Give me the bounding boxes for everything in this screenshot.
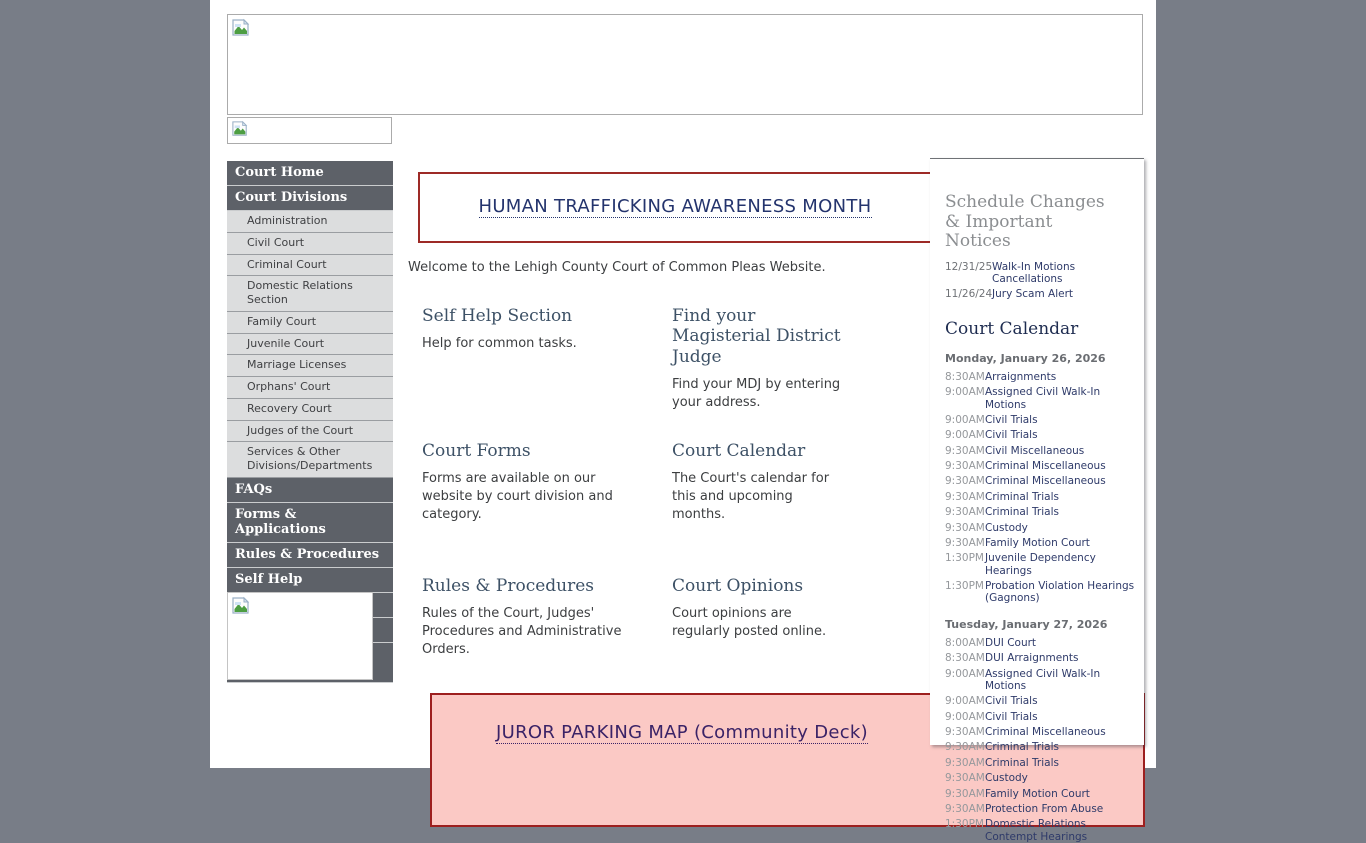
sidebar-item-rules-procedures[interactable]: Rules & Procedures xyxy=(227,543,393,568)
calendar-event-time: 9:30AM xyxy=(945,741,985,754)
notices-list xyxy=(945,261,1138,301)
calendar-event-time: 9:30AM xyxy=(945,475,985,488)
calendar-event-link[interactable]: Civil Trials xyxy=(985,710,1038,723)
calendar-event-link[interactable]: Criminal Trials xyxy=(985,490,1059,503)
calendar-event-row xyxy=(945,460,1138,472)
calendar-event-row xyxy=(945,772,1138,784)
calendar-event-row xyxy=(945,371,1138,383)
calendar-event-time: 9:30AM xyxy=(945,521,985,534)
calendar-event-link[interactable]: DUI Court xyxy=(985,636,1037,649)
notice-link[interactable]: Walk-In Motions Cancellations xyxy=(992,260,1076,286)
broken-image-icon xyxy=(232,121,248,137)
calendar-event-row xyxy=(945,695,1138,707)
sidebar-item-marriage-licenses[interactable]: Marriage Licenses xyxy=(227,355,393,377)
calendar-event-time: 9:30AM xyxy=(945,787,985,800)
calendar-event-time: 9:00AM xyxy=(945,667,985,680)
calendar-event-link[interactable]: Civil Trials xyxy=(985,429,1038,442)
sidebar-item-criminal-court[interactable]: Criminal Court xyxy=(227,255,393,277)
calendar-event-time: 9:00AM xyxy=(945,429,985,442)
calendar-event-row xyxy=(945,788,1138,800)
calendar-event-link[interactable]: Criminal Trials xyxy=(985,506,1059,519)
sidebar-item-family-court[interactable]: Family Court xyxy=(227,312,393,334)
section-title-link[interactable]: Rules & Procedures xyxy=(422,576,595,596)
section-desc: Forms are available on our website by court division and category. xyxy=(422,471,613,523)
juror-parking-link[interactable]: JUROR PARKING MAP (Community Deck) xyxy=(496,722,868,743)
sidebar-item-civil-court[interactable]: Civil Court xyxy=(227,233,393,255)
calendar-event-time: 9:30AM xyxy=(945,460,985,473)
calendar-event-row xyxy=(945,668,1138,693)
broken-image-icon xyxy=(232,19,250,37)
awareness-banner-link[interactable]: HUMAN TRAFFICKING AWARENESS MONTH xyxy=(478,196,872,217)
calendar-event-time: 9:00AM xyxy=(945,413,985,426)
section-card xyxy=(422,306,672,441)
calendar-event-link[interactable]: Assigned Civil Walk-In Motions xyxy=(985,667,1101,692)
awareness-banner-inner xyxy=(420,174,930,217)
notices-title: Schedule Changes & Important Notices xyxy=(945,192,1105,252)
section-title-link[interactable]: Court Calendar xyxy=(672,441,806,461)
sidebar-item-juvenile-court[interactable]: Juvenile Court xyxy=(227,334,393,356)
calendar-event-row xyxy=(945,711,1138,723)
section-title-link[interactable]: Court Opinions xyxy=(672,576,804,596)
calendar-event-link[interactable]: Criminal Miscellaneous xyxy=(985,726,1106,739)
right-panel xyxy=(930,158,1144,843)
section-desc: Rules of the Court, Judges' Procedures and Administrative Orders. xyxy=(422,606,622,658)
sidebar-item-recovery-court[interactable]: Recovery Court xyxy=(227,399,393,421)
section-card xyxy=(422,576,672,711)
sidebar-item-forms-applications[interactable]: Forms & Applications xyxy=(227,503,393,543)
calendar-event-link[interactable]: Family Motion Court xyxy=(985,787,1090,800)
calendar-event-time: 9:00AM xyxy=(945,386,985,399)
calendar-event-time: 1:30PM xyxy=(945,552,984,565)
calendar-day-header: Monday, January 26, 2026 xyxy=(945,351,1106,365)
calendar-event-link[interactable]: Civil Miscellaneous xyxy=(985,444,1085,457)
section-card xyxy=(672,306,922,441)
calendar-event-time: 8:30AM xyxy=(945,370,985,383)
calendar-event-link[interactable]: DUI Arraignments xyxy=(985,652,1079,665)
calendar-event-time: 1:30PM xyxy=(945,580,984,593)
notice-row xyxy=(945,261,1138,286)
calendar-event-time: 9:30AM xyxy=(945,802,985,815)
sidebar-item-court-divisions[interactable]: Court Divisions xyxy=(227,186,393,211)
calendar-event-time: 8:00AM xyxy=(945,636,985,649)
calendar-event-link[interactable]: Juvenile Dependency Hearings xyxy=(985,552,1096,577)
page xyxy=(210,0,1156,843)
calendar-event-link[interactable]: Family Motion Court xyxy=(985,536,1090,549)
calendar-event-time: 9:30AM xyxy=(945,506,985,519)
calendar-event-row xyxy=(945,552,1138,577)
calendar-event-row xyxy=(945,637,1138,649)
sidebar-item-faqs[interactable]: FAQs xyxy=(227,478,393,503)
notice-date: 11/26/24 xyxy=(945,288,993,301)
welcome-text: Welcome to the Lehigh County Court of Common Pleas Website. xyxy=(408,260,826,275)
header-banner-image xyxy=(227,14,1143,115)
calendar-event-link[interactable]: Assigned Civil Walk-In Motions xyxy=(985,386,1101,411)
sidebar-item-judges-of-the-court[interactable]: Judges of the Court xyxy=(227,421,393,443)
calendar-event-row xyxy=(945,652,1138,664)
sidebar-item-orphans-court[interactable]: Orphans' Court xyxy=(227,377,393,399)
calendar-event-link[interactable]: Arraignments xyxy=(985,370,1057,383)
sidebar-item-administration[interactable]: Administration xyxy=(227,211,393,233)
court-calendar-title: Court Calendar xyxy=(945,318,1079,339)
sub-banner-image xyxy=(227,117,392,144)
calendar-event-link[interactable]: Civil Trials xyxy=(985,413,1038,426)
sidebar-item-court-home[interactable]: Court Home xyxy=(227,161,393,186)
sidebar-item-domestic-relations-section[interactable]: Domestic Relations Section xyxy=(227,276,393,312)
section-desc: The Court's calendar for this and upcoming months. xyxy=(672,471,830,523)
calendar-event-row xyxy=(945,475,1138,487)
section-desc: Help for common tasks. xyxy=(422,336,577,352)
calendar-event-row xyxy=(945,506,1138,518)
calendar-event-time: 9:30AM xyxy=(945,536,985,549)
calendar-event-row xyxy=(945,741,1138,753)
calendar-event-row xyxy=(945,757,1138,769)
calendar-event-row xyxy=(945,522,1138,534)
calendar-event-row xyxy=(945,803,1138,815)
calendar-event-link[interactable]: Criminal Trials xyxy=(985,756,1059,769)
calendar-event-row xyxy=(945,445,1138,457)
calendar-event-row xyxy=(945,726,1138,738)
sidebar-item-services-other-divisions-departments[interactable]: Services & Other Divisions/Departments xyxy=(227,442,393,478)
calendar-event-link[interactable]: Criminal Miscellaneous xyxy=(985,460,1106,473)
calendar-event-link[interactable]: Protection From Abuse xyxy=(985,802,1104,815)
calendar-days xyxy=(945,352,1138,843)
calendar-event-link[interactable]: Custody xyxy=(985,772,1028,785)
notice-row xyxy=(945,288,1138,300)
juror-parking-inner xyxy=(432,695,932,743)
calendar-event-time: 9:00AM xyxy=(945,710,985,723)
calendar-event-time: 1:30PM xyxy=(945,818,984,831)
calendar-event-link[interactable]: Custody xyxy=(985,521,1028,534)
calendar-event-time: 9:30AM xyxy=(945,444,985,457)
section-card xyxy=(672,441,922,576)
calendar-event-link[interactable]: Criminal Trials xyxy=(985,741,1059,754)
calendar-event-row xyxy=(945,818,1138,843)
section-title-link[interactable]: Court Forms xyxy=(422,441,531,461)
section-title-link[interactable]: Find your Magisterial District Judge xyxy=(672,306,841,367)
sections-grid xyxy=(422,306,942,711)
broken-image-icon xyxy=(232,597,250,615)
sidebar-item-self-help[interactable]: Self Help xyxy=(227,568,393,593)
sidebar-lower-image xyxy=(227,592,373,680)
notice-date: 12/31/25 xyxy=(945,260,993,273)
section-card xyxy=(672,576,922,711)
section-desc: Court opinions are regularly posted online. xyxy=(672,606,827,640)
section-card xyxy=(422,441,672,576)
calendar-event-row xyxy=(945,386,1138,411)
calendar-event-link[interactable]: Civil Trials xyxy=(985,695,1038,708)
calendar-event-link[interactable]: Probation Violation Hearings (Gagnons) xyxy=(985,580,1135,605)
calendar-event-row xyxy=(945,580,1138,605)
calendar-event-time: 9:30AM xyxy=(945,756,985,769)
calendar-event-row xyxy=(945,537,1138,549)
calendar-event-row xyxy=(945,491,1138,503)
calendar-event-link[interactable]: Domestic Relations Contempt Hearings xyxy=(985,818,1088,843)
notice-link[interactable]: Jury Scam Alert xyxy=(992,288,1074,301)
calendar-event-time: 9:30AM xyxy=(945,726,985,739)
calendar-event-row xyxy=(945,414,1138,426)
calendar-event-link[interactable]: Criminal Miscellaneous xyxy=(985,475,1106,488)
calendar-event-row xyxy=(945,429,1138,441)
section-desc: Find your MDJ by entering your address. xyxy=(672,377,841,411)
section-title-link[interactable]: Self Help Section xyxy=(422,306,573,326)
calendar-event-time: 9:00AM xyxy=(945,695,985,708)
calendar-day-header: Tuesday, January 27, 2026 xyxy=(945,617,1108,631)
calendar-event-time: 8:30AM xyxy=(945,652,985,665)
calendar-event-time: 9:30AM xyxy=(945,490,985,503)
calendar-event-time: 9:30AM xyxy=(945,772,985,785)
